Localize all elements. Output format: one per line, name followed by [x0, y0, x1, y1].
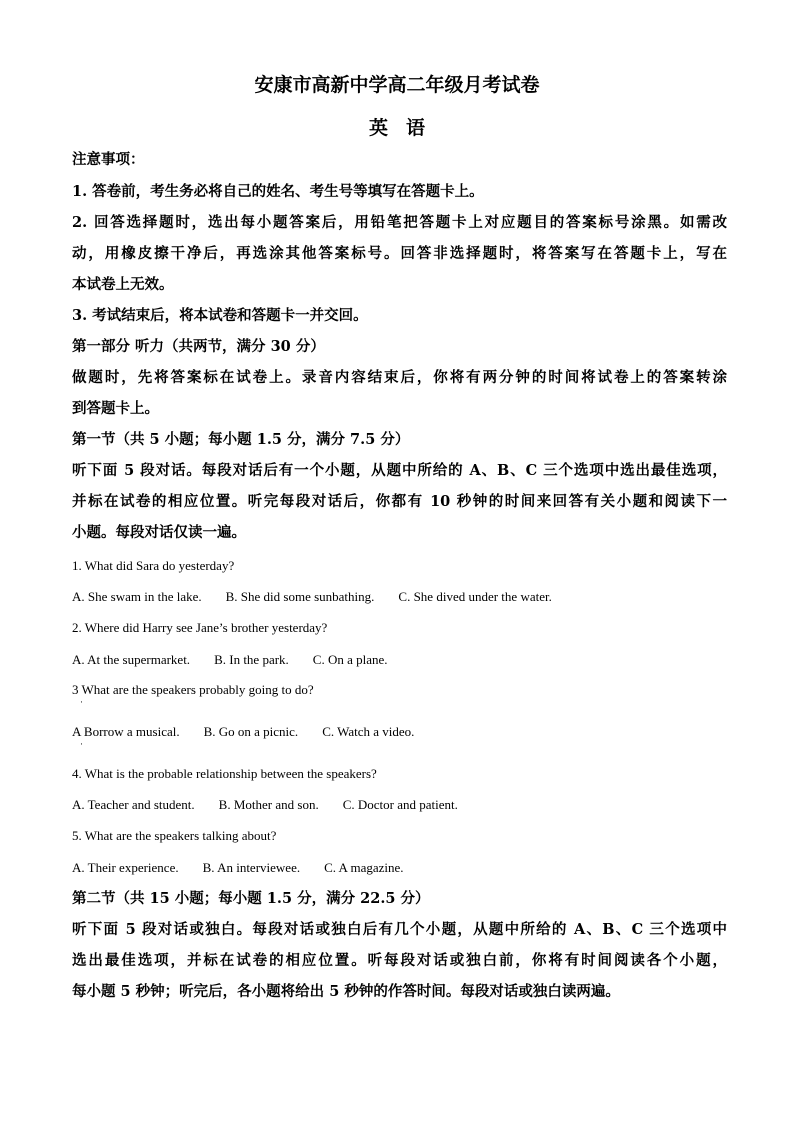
subject-title: 英语 [368, 117, 443, 139]
part1-heading: 第一部分 听力（共两节，满分 30 分） [72, 338, 325, 355]
option-b: B. Mother and son. [218, 797, 319, 812]
part1-instruction-line-2: 到答题卡上。 [72, 400, 159, 417]
question-4: 4. What is the probable relationship between the speakers? [72, 766, 377, 781]
section2-instruction-line-3: 每小题 5 秒钟；听完后，各小题将给出 5 秒钟的作答时间。每段对话或独白读两遍。 [72, 983, 620, 1000]
section2-heading: 第二节（共 15 小题；每小题 1.5 分，满分 22.5 分） [72, 890, 430, 907]
question-5-options [72, 859, 404, 877]
section2-instruction-line-1: 听下面 5 段对话或独白。每段对话或独白后有几个小题，从题中所给的 A、B、C 三个选项中 [72, 921, 727, 938]
option-c: C. A magazine. [324, 860, 404, 875]
question-5: 5. What are the speakers talking about? [72, 828, 277, 843]
notice-heading: 注意事项： [72, 151, 145, 168]
part1-instruction-line-1: 做题时，先将答案标在试卷上。录音内容结束后，你将有两分钟的时间将试卷上的答案转涂 [72, 369, 727, 386]
stray-dot: · [80, 739, 83, 749]
option-a: A Borrow a musical. [72, 724, 180, 739]
option-c: C. On a plane. [312, 652, 388, 667]
option-b: B. She did some sunbathing. [225, 589, 375, 604]
option-c: C. She dived under the water. [398, 589, 552, 604]
option-c: C. Doctor and patient. [342, 797, 458, 812]
notice-item-3: 3. 考试结束后，将本试卷和答题卡一并交回。 [72, 307, 368, 324]
section1-instruction-line-1: 听下面 5 段对话。每段对话后有一个小题，从题中所给的 A、B、C 三个选项中选出最佳选项， [72, 462, 727, 479]
exam-title: 安康市高新中学高二年级月考试卷 [254, 74, 540, 96]
question-1-options [72, 588, 552, 606]
notice-item-2-line-1: 2. 回答选择题时，选出每小题答案后，用铅笔把答题卡上对应题目的答案标号涂黑。如需改 [72, 214, 727, 231]
question-2-options [72, 651, 388, 669]
stray-dot: · [80, 697, 83, 707]
question-2: 2. Where did Harry see Jane’s brother yesterday? [72, 620, 328, 635]
option-a: A. Their experience. [72, 860, 179, 875]
option-a: A. Teacher and student. [72, 797, 195, 812]
section2-instruction-line-2: 选出最佳选项，并标在试卷的相应位置。听每段对话或独白前，你将有时间阅读各个小题， [72, 952, 727, 969]
notice-item-2-line-2: 动，用橡皮擦干净后，再选涂其他答案标号。回答非选择题时，将答案写在答题卡上，写在 [72, 245, 727, 262]
notice-item-1: 1. 答卷前，考生务必将自己的姓名、考生号等填写在答题卡上。 [72, 183, 484, 200]
option-a: A. At the supermarket. [72, 652, 191, 667]
option-c: C. Watch a video. [322, 724, 415, 739]
notice-item-2-line-3: 本试卷上无效。 [72, 276, 174, 293]
question-3: 3 What are the speakers probably going to do? [72, 682, 314, 697]
section1-instruction-line-2: 并标在试卷的相应位置。听完每段对话后，你都有 10 秒钟的时间来回答有关小题和阅读下一 [72, 493, 727, 510]
section1-instruction-line-3: 小题。每段对话仅读一遍。 [72, 524, 246, 541]
question-4-options [72, 796, 458, 814]
section1-heading: 第一节（共 5 小题；每小题 1.5 分，满分 7.5 分） [72, 431, 410, 448]
question-1: 1. What did Sara do yesterday? [72, 558, 235, 573]
option-a: A. She swam in the lake. [72, 589, 202, 604]
question-3-options [72, 723, 414, 741]
option-b: B. In the park. [214, 652, 289, 667]
option-b: B. Go on a picnic. [203, 724, 299, 739]
option-b: B. An interviewee. [202, 860, 301, 875]
